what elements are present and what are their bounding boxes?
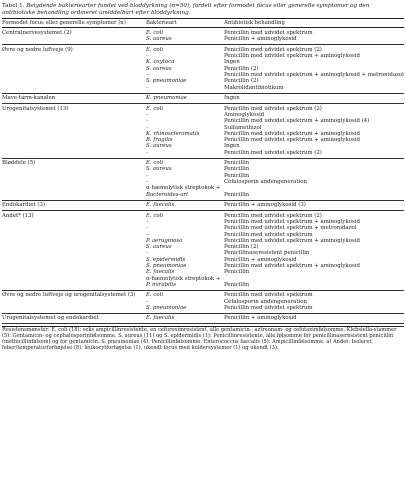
focus-cell bbox=[2, 192, 146, 200]
treatment-cell: Ingen bbox=[224, 59, 240, 66]
focus-cell: Mave-tarm-kanalen bbox=[2, 93, 146, 103]
bacteria-cell: – bbox=[146, 218, 149, 225]
focus-cell: Centralnervesystemet (2) bbox=[2, 30, 72, 37]
bacteria-cell: – bbox=[146, 53, 149, 60]
bacteria-cell: – bbox=[146, 111, 149, 118]
treatment-cell: Ingen bbox=[224, 93, 404, 103]
header-bacteria: Bakterieart bbox=[146, 19, 224, 28]
treatment-cell: Penicillin med udvidet spektrum + metronidazol bbox=[224, 225, 357, 232]
bacteria-cell: – bbox=[146, 298, 149, 305]
header-focus: Formodet focus eller generelle symptomer (n) bbox=[2, 19, 146, 28]
table-header-row bbox=[2, 19, 404, 28]
table-row bbox=[2, 85, 404, 93]
bacteria-cell: S. aureus bbox=[146, 36, 224, 44]
table-row bbox=[2, 200, 404, 210]
treatment-cell: Penicillin med udvidet spektrum + aminoglykosid bbox=[224, 53, 360, 60]
treatment-cell: Penicillin (2) bbox=[224, 244, 259, 251]
caption-text: Betydende bakteriearter fundet ved bloddyrkning (n=50), fordelt efter formodet focus eller generelle symptomer og den antibiotiske behandling ordineret umiddelbart efter bloddyrkning. bbox=[2, 3, 370, 16]
treatment-cell: Aminoglykosid bbox=[224, 111, 265, 118]
bacteria-cell: S. epidermidis bbox=[146, 256, 186, 263]
treatment-cell: Penicillin med udvidet spektrum (2) bbox=[224, 212, 322, 219]
focus-cell bbox=[2, 85, 146, 93]
caption-lead: Tabel 1. bbox=[2, 3, 27, 9]
table-row bbox=[2, 104, 404, 112]
treatment-cell: Penicillin (2) bbox=[224, 65, 259, 72]
bacteria-cell: E. coli bbox=[146, 46, 164, 53]
focus-cell bbox=[2, 282, 146, 290]
table-row bbox=[2, 211, 404, 219]
table-footnote: Resistensmønster: E. coli (18): seks ampicillinresistente, en cefuroximresistent, alle gentamicin-, aztreonam- og cefotaximfølsomme. Klebsiella-stammer (5): Gentamicin- og cephalosporinfølsomme. S. aureus (11) og S. epidermidis (1): Penicillinresistente, alle følsomme for penicillinaseresistent penicillin (methicillinfølsom) og for gentamicin. S. pneumoniae (4): Penicillinfølsomme. Enterococcus faecalis (5): Ampicillinfølsomme. a) Andet: Isoleret feber/temperaturforhøjelse (8), leukocytforhøjelse (1), ukendt focus med kuldersystemer (1) og ukendt (3). bbox=[2, 326, 404, 352]
treatment-cell: Penicillin med udvidet spektrum (2) bbox=[224, 46, 322, 53]
bacteria-cell: – bbox=[146, 118, 149, 125]
treatment-cell: Penicillin med udvidet spektrum + aminoglykosid bbox=[224, 237, 360, 244]
treatment-cell: Penicillin med udvidet spektrum + aminoglykosid bbox=[224, 137, 360, 144]
treatment-cell: Penicillin med udvidet spektrum + aminoglykosid bbox=[224, 218, 360, 225]
bacteria-cell: S. aureus bbox=[146, 166, 172, 173]
treatment-cell: Penicillin med udvidet spektrum bbox=[224, 305, 404, 313]
bacteria-cell: – bbox=[146, 124, 149, 131]
treatment-cell: Penicillin bbox=[224, 192, 404, 200]
table-row bbox=[2, 158, 404, 166]
bacteria-cell: S. pneumoniae bbox=[146, 305, 224, 313]
table-row bbox=[2, 28, 404, 36]
bacteria-cell: – bbox=[146, 250, 149, 257]
focus-cell: Urogenitalsystemet og endokardiet bbox=[2, 313, 146, 323]
bacteria-cell: S. pneumoniae bbox=[146, 263, 187, 269]
treatment-cell: Ingen bbox=[224, 143, 240, 150]
treatment-cell: Penicillin + aminoglykosid bbox=[224, 256, 297, 263]
focus-cell: Øvre og nedre luftveje (9) bbox=[2, 46, 73, 53]
focus-cell: Endokardiet (3) bbox=[2, 200, 146, 210]
bacteria-cell: E. coli bbox=[146, 292, 164, 299]
table-row bbox=[2, 150, 404, 158]
focus-cell: Andet* (13) bbox=[2, 212, 34, 219]
treatment-cell: Penicillinaseresistent penicillin bbox=[224, 250, 310, 257]
bacteria-cell: α-hæmolytisk streptokok + bbox=[146, 185, 221, 192]
bacteria-cell: – bbox=[146, 72, 149, 79]
bacteria-cell: K. rhinoscleromatis bbox=[146, 130, 200, 137]
table-row bbox=[2, 290, 404, 298]
bacteria-cell: S. aureus bbox=[146, 244, 172, 251]
focus-cell: Bløddele (5) bbox=[2, 160, 36, 167]
table-row bbox=[2, 282, 404, 290]
treatment-cell: Penicillin med udvidet spektrum bbox=[224, 30, 313, 37]
focus-cell bbox=[2, 36, 146, 44]
bacteria-table bbox=[2, 18, 404, 324]
treatment-cell: Penicillin med udvidet spektrum (2) bbox=[224, 150, 404, 158]
treatment-cell: Penicillin bbox=[224, 172, 250, 179]
bacteria-cell: – bbox=[146, 179, 149, 186]
bacteria-cell: E. faecalis bbox=[146, 313, 224, 323]
bacteria-cell: K. oxytoca bbox=[146, 59, 175, 66]
treatment-cell: Penicillin (2) bbox=[224, 78, 259, 85]
bacteria-cell: S. pneumoniae bbox=[146, 78, 187, 85]
treatment-cell: Penicillin med udvidet spektrum + aminoglykosid (4) bbox=[224, 118, 370, 125]
treatment-cell: Penicillin med udvidet spektrum bbox=[224, 292, 313, 299]
treatment-cell: Makrolidantibiotikum bbox=[224, 85, 404, 93]
treatment-cell: Penicillin bbox=[224, 282, 404, 290]
bacteria-cell: E. faecalis bbox=[146, 269, 175, 276]
treatment-cell: Penicillin med udvidet spektrum + aminoglykosid bbox=[224, 130, 360, 137]
table-row bbox=[2, 305, 404, 313]
treatment-cell: Penicillin bbox=[224, 269, 250, 276]
treatment-cell: Penicillin bbox=[224, 166, 250, 173]
table-row bbox=[2, 93, 404, 103]
bacteria-cell: Bacteroides-art bbox=[146, 192, 224, 200]
table-row bbox=[2, 36, 404, 44]
bacteria-cell: – bbox=[146, 231, 149, 238]
treatment-cell: Penicillin med udvidet spektrum bbox=[224, 231, 313, 238]
bacteria-cell: S. aureus bbox=[146, 143, 172, 150]
treatment-cell: Penicillin med udvidet spektrum + aminoglykosid bbox=[224, 263, 360, 269]
table-row bbox=[2, 192, 404, 200]
header-treatment: Antibiotisk behandling bbox=[224, 19, 404, 28]
table-row bbox=[2, 313, 404, 323]
bacteria-cell: E. coli bbox=[146, 212, 164, 219]
bacteria-cell: P. aeruginosa bbox=[146, 237, 183, 244]
table-caption bbox=[2, 3, 404, 16]
treatment-cell: Penicillin med udvidet spektrum + aminoglykosid + metronidazol bbox=[224, 72, 404, 79]
treatment-cell: Sulfamethizol bbox=[224, 124, 262, 131]
bacteria-cell: α-hæmolytisk streptokok + bbox=[146, 275, 221, 282]
treatment-cell: Penicillin + aminoglykosid (3) bbox=[224, 200, 404, 210]
focus-cell bbox=[2, 150, 146, 158]
bacteria-cell: – bbox=[146, 172, 149, 179]
treatment-cell: Penicillin bbox=[224, 160, 250, 167]
bacteria-cell: E. coli bbox=[146, 30, 164, 37]
bacteria-cell: – bbox=[146, 85, 224, 93]
table-body bbox=[2, 28, 404, 324]
bacteria-cell: B. fragilis bbox=[146, 137, 173, 144]
focus-cell: Øvre og nedre luftveje og urogenitalsystemet (3) bbox=[2, 292, 136, 299]
bacteria-cell: E. faecalis bbox=[146, 200, 224, 210]
treatment-cell: Cefalosporin andengeneration bbox=[224, 179, 307, 186]
treatment-cell: Penicillin med udvidet spektrum (2) bbox=[224, 105, 322, 112]
treatment-cell: Penicillin + aminoglykosid bbox=[224, 313, 404, 323]
treatment-cell: Penicillin + aminoglykosid bbox=[224, 36, 404, 44]
bacteria-cell: E. coli bbox=[146, 105, 164, 112]
bacteria-cell: K. pneumoniae bbox=[146, 93, 224, 103]
bacteria-cell: E. coli bbox=[146, 160, 164, 167]
treatment-cell: Cefalosporin andengeneration bbox=[224, 298, 307, 305]
bacteria-cell: – bbox=[146, 150, 224, 158]
bacteria-cell: S. aureus bbox=[146, 65, 172, 72]
table-row bbox=[2, 45, 404, 53]
bacteria-cell: P. mirabilis bbox=[146, 282, 224, 290]
focus-cell: Urogenitalsystemet (13) bbox=[2, 105, 69, 112]
bacteria-cell: – bbox=[146, 225, 149, 232]
focus-cell bbox=[2, 305, 146, 313]
